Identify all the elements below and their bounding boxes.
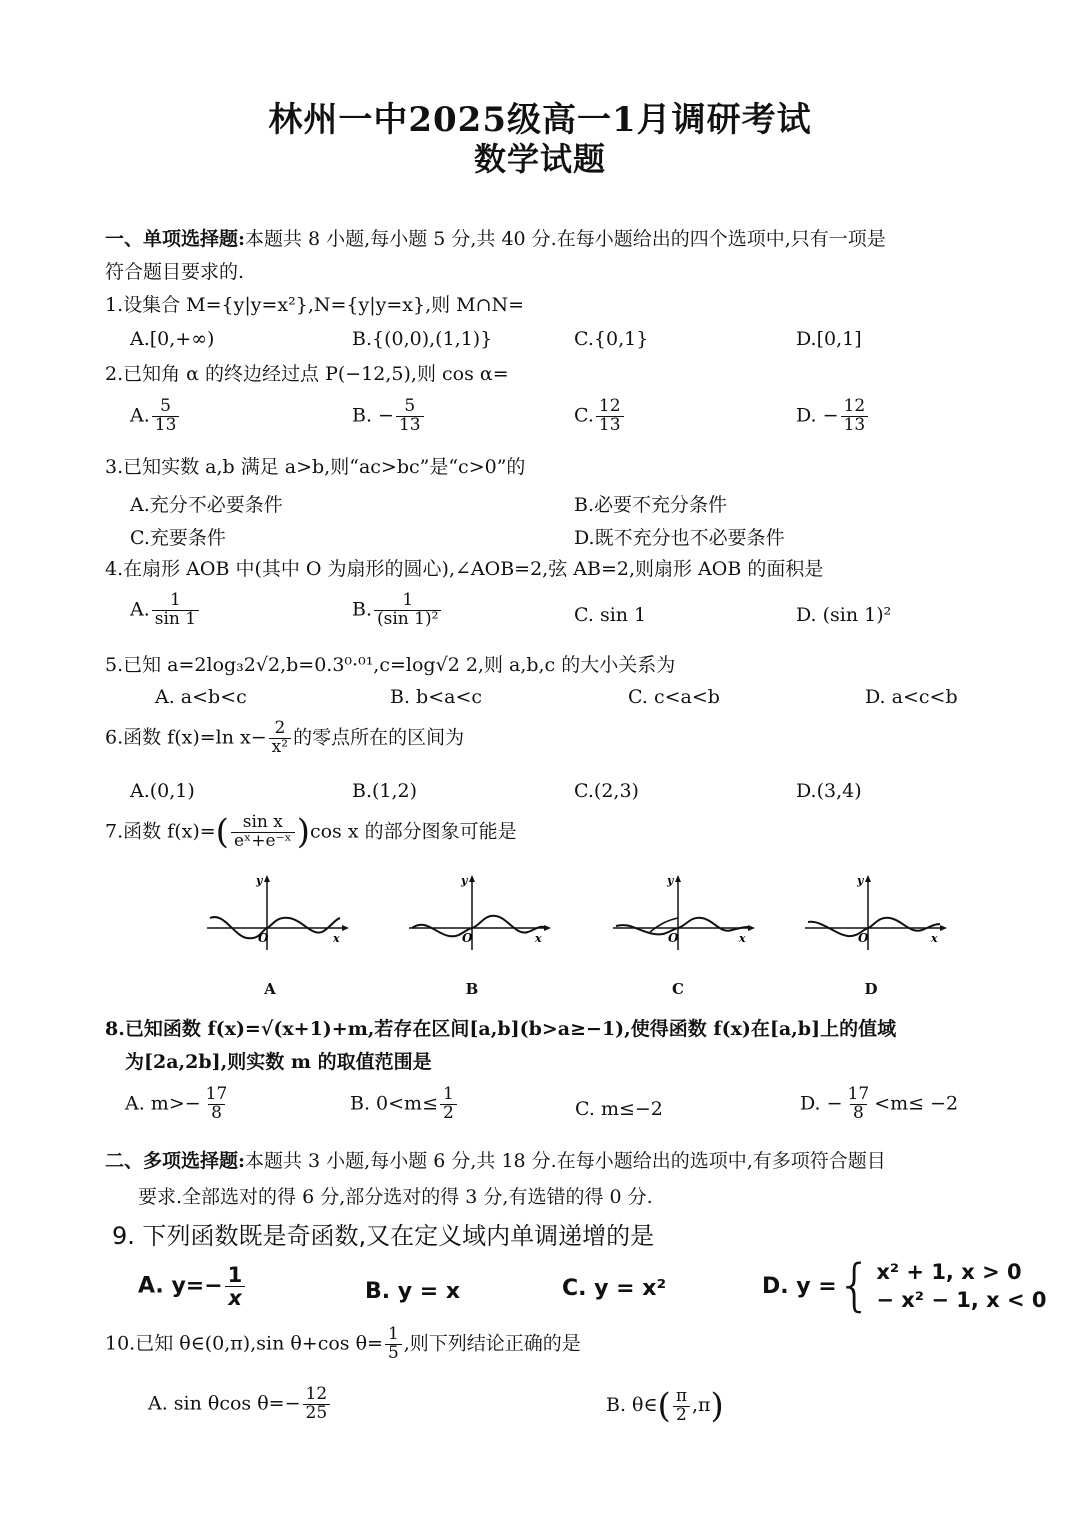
q10-b-label: B. θ∈ bbox=[606, 1394, 658, 1416]
y-arrow bbox=[264, 875, 270, 882]
q10-option-b bbox=[606, 1386, 724, 1426]
y-arrow bbox=[469, 875, 475, 882]
q8-b-den: 2 bbox=[440, 1104, 457, 1123]
q3-option-d: D.既不充分也不必要条件 bbox=[574, 527, 785, 549]
q10-stem-b: ,则下列结论正确的是 bbox=[403, 1332, 581, 1355]
q6-option-a: A.(0,1) bbox=[130, 780, 195, 802]
q6-option-d: D.(3,4) bbox=[796, 780, 862, 802]
q10-b-tail: ,π bbox=[692, 1394, 711, 1416]
q8-d-label: D. − bbox=[800, 1092, 843, 1115]
q4-option-d: D. (sin 1)² bbox=[796, 604, 892, 626]
q10-b-den: 2 bbox=[673, 1406, 690, 1425]
q7-stem-b: cos x 的部分图象可能是 bbox=[309, 820, 517, 843]
q7-graph-d bbox=[800, 872, 950, 952]
x-label: x bbox=[739, 932, 746, 945]
q2-d-den: 13 bbox=[841, 416, 869, 435]
q4-a-num: 1 bbox=[170, 590, 181, 610]
q2-b-den: 13 bbox=[396, 416, 424, 435]
q8-b-fraction bbox=[440, 1086, 457, 1123]
q4-stem: 4.在扇形 AOB 中(其中 O 为扇形的圆心),∠AOB=2,弦 AB=2,则扇形 AOB 的面积是 bbox=[105, 558, 824, 580]
q8-option-d bbox=[800, 1086, 958, 1123]
q6-fraction bbox=[269, 720, 291, 757]
q8-stem-line1: 8.已知函数 f(x)=√(x+1)+m,若存在区间[a,b](b>a≥−1),使得函数 f(x)在[a,b]上的值域 bbox=[105, 1018, 897, 1040]
q2-option-b bbox=[352, 398, 426, 435]
q4-a-label: A. bbox=[130, 598, 150, 621]
q8-option-c: C. m≤−2 bbox=[575, 1098, 663, 1120]
section2-desc2: 要求.全部选对的得 6 分,部分选对的得 3 分,有选错的得 0 分. bbox=[138, 1186, 653, 1208]
q8-b-num: 1 bbox=[443, 1084, 454, 1104]
q9-a-fraction bbox=[225, 1264, 246, 1309]
q2-c-label: C. bbox=[574, 404, 594, 427]
exam-subtitle: 数学试题 bbox=[473, 140, 606, 178]
q4-a-fraction bbox=[152, 592, 199, 629]
q1-stem: 1.设集合 M={y|y=x²},N={y|y=x},则 M∩N= bbox=[105, 294, 525, 316]
q9-option-a bbox=[138, 1264, 247, 1309]
q3-option-c: C.充要条件 bbox=[130, 527, 226, 549]
q2-b-num: 5 bbox=[404, 396, 416, 416]
origin-label: O bbox=[668, 931, 679, 945]
section2-desc1: 本题共 3 小题,每小题 6 分,共 18 分.在每小题给出的选项中,有多项符合题目 bbox=[245, 1150, 886, 1172]
q6-num: 2 bbox=[274, 718, 286, 738]
q2-a-den: 13 bbox=[152, 416, 180, 435]
x-arrow bbox=[940, 925, 947, 931]
q3-stem: 3.已知实数 a,b 满足 a>b,则“ac>bc”是“c>0”的 bbox=[105, 456, 526, 478]
curve bbox=[412, 916, 544, 937]
q10-option-a bbox=[148, 1386, 332, 1423]
q10-a-num: 12 bbox=[305, 1384, 328, 1404]
q7-num: sin x bbox=[242, 812, 283, 833]
q7-graph-c-label: C bbox=[672, 980, 684, 998]
q4-b-label: B. bbox=[352, 598, 373, 621]
q2-c-den: 13 bbox=[596, 416, 624, 435]
q7-fraction bbox=[231, 814, 295, 851]
origin-label: O bbox=[258, 931, 269, 945]
q2-stem: 2.已知角 α 的终边经过点 P(−12,5),则 cos α= bbox=[105, 363, 509, 385]
q10-a-label: A. sin θcos θ=− bbox=[148, 1392, 301, 1415]
exam-title: 林州一中2025级高一1月调研考试 bbox=[268, 100, 812, 140]
q10-a-fraction bbox=[303, 1386, 331, 1423]
q10-stem bbox=[105, 1326, 581, 1363]
q1-option-c: C.{0,1} bbox=[574, 328, 649, 350]
x-label: x bbox=[535, 932, 542, 945]
q2-option-c bbox=[574, 398, 626, 435]
q2-b-label: B. − bbox=[352, 404, 394, 427]
q7-graph-d-label: D bbox=[864, 980, 878, 998]
q5-option-b: B. b<a<c bbox=[390, 686, 483, 708]
q3-option-a: A.充分不必要条件 bbox=[130, 494, 283, 516]
q8-option-b bbox=[350, 1086, 459, 1123]
q10-fraction bbox=[385, 1326, 402, 1363]
q8-d-num: 17 bbox=[847, 1084, 870, 1104]
q9-d-case2: − x² − 1, x < 0 bbox=[876, 1288, 1047, 1313]
q9-option-c: C. y = x² bbox=[562, 1276, 667, 1301]
q2-option-d bbox=[796, 398, 870, 435]
q5-option-a: A. a<b<c bbox=[155, 686, 247, 708]
q2-c-num: 12 bbox=[598, 396, 621, 416]
x-arrow bbox=[748, 925, 755, 931]
q6-option-c: C.(2,3) bbox=[574, 780, 639, 802]
section2-intro bbox=[105, 1150, 886, 1173]
q9-a-label: A. y=− bbox=[138, 1273, 223, 1299]
q10-a-den: 25 bbox=[303, 1404, 331, 1423]
q9-d-cases bbox=[876, 1258, 1046, 1315]
x-arrow bbox=[544, 925, 551, 931]
q2-a-num: 5 bbox=[160, 396, 171, 416]
q9-d-brace: { bbox=[836, 1253, 873, 1319]
q8-a-den: 8 bbox=[208, 1104, 225, 1123]
q8-a-num: 17 bbox=[205, 1084, 228, 1104]
q2-c-fraction bbox=[596, 398, 624, 435]
q7-left-paren: ( bbox=[215, 812, 229, 852]
q1-option-a: A.[0,+∞) bbox=[130, 328, 215, 350]
q2-b-fraction bbox=[396, 398, 424, 435]
q7-graph-b bbox=[404, 872, 554, 952]
y-label: y bbox=[667, 874, 674, 887]
q9-stem: 9. 下列函数既是奇函数,又在定义域内单调递增的是 bbox=[112, 1222, 655, 1250]
q4-option-a bbox=[130, 592, 201, 629]
q9-a-num: 1 bbox=[227, 1263, 243, 1287]
q10-b-left-paren: ( bbox=[657, 1386, 671, 1426]
q8-d-den: 8 bbox=[850, 1104, 867, 1123]
q7-graph-b-label: B bbox=[465, 980, 479, 998]
curve bbox=[616, 918, 748, 935]
q10-stem-a: 10.已知 θ∈(0,π),sin θ+cos θ= bbox=[105, 1332, 383, 1355]
y-arrow bbox=[675, 875, 681, 882]
q2-option-a bbox=[130, 398, 181, 435]
q5-option-c: C. c<a<b bbox=[628, 686, 720, 708]
q6-stem bbox=[105, 720, 464, 757]
q8-a-fraction bbox=[203, 1086, 231, 1123]
q8-a-label: A. m>− bbox=[125, 1092, 201, 1115]
y-label: y bbox=[256, 874, 263, 887]
q5-option-d: D. a<c<b bbox=[865, 686, 958, 708]
q7-den: eˣ+e⁻ˣ bbox=[231, 832, 295, 851]
q4-option-b bbox=[352, 592, 443, 629]
y-label: y bbox=[857, 874, 864, 887]
q7-graph-a bbox=[202, 872, 352, 952]
section1-desc2: 符合题目要求的. bbox=[105, 261, 245, 283]
x-arrow bbox=[342, 925, 349, 931]
q9-option-b: B. y = x bbox=[365, 1279, 461, 1304]
q3-option-b: B.必要不充分条件 bbox=[574, 494, 728, 516]
q7-stem bbox=[105, 812, 517, 853]
q2-d-fraction bbox=[841, 398, 869, 435]
q6-stem-b: 的零点所在的区间为 bbox=[293, 726, 465, 749]
q4-b-num: 1 bbox=[402, 590, 414, 610]
q10-num: 1 bbox=[387, 1324, 399, 1344]
origin-label: O bbox=[858, 931, 869, 945]
q10-b-num: π bbox=[675, 1385, 687, 1406]
q9-d-label: D. y = bbox=[762, 1273, 837, 1299]
section1-heading: 一、单项选择题: bbox=[105, 228, 246, 250]
q4-a-den: sin 1 bbox=[152, 610, 199, 629]
q8-stem-line2: 为[2a,2b],则实数 m 的取值范围是 bbox=[125, 1051, 432, 1073]
q5-stem: 5.已知 a=2log₃2√2,b=0.3⁰·⁰¹,c=log√2 2,则 a,b,c 的大小关系为 bbox=[105, 654, 676, 676]
q6-den: x² bbox=[269, 738, 291, 757]
q1-option-d: D.[0,1] bbox=[796, 328, 862, 350]
q7-graph-c bbox=[608, 872, 758, 952]
q10-b-right-paren: ) bbox=[710, 1386, 724, 1426]
y-label: y bbox=[461, 874, 468, 887]
section2-heading: 二、多项选择题: bbox=[105, 1150, 246, 1172]
q8-b-label: B. 0<m≤ bbox=[350, 1092, 438, 1115]
q8-d-fraction bbox=[845, 1086, 873, 1123]
q7-stem-a: 7.函数 f(x)= bbox=[105, 820, 216, 843]
q9-option-d bbox=[762, 1253, 1047, 1319]
q9-a-den: x bbox=[225, 1286, 245, 1309]
q2-a-label: A. bbox=[130, 404, 150, 427]
section1-desc1: 本题共 8 小题,每小题 5 分,共 40 分.在每小题给出的四个选项中,只有一项是 bbox=[245, 228, 886, 250]
q2-a-fraction bbox=[152, 398, 180, 435]
q10-b-fraction bbox=[673, 1385, 690, 1425]
origin-label: O bbox=[462, 931, 473, 945]
section1-intro bbox=[105, 228, 886, 251]
q8-d-tail: <m≤ −2 bbox=[874, 1092, 959, 1115]
q6-stem-a: 6.函数 f(x)=ln x− bbox=[105, 726, 267, 749]
q7-right-paren: ) bbox=[296, 812, 310, 852]
q10-den: 5 bbox=[385, 1344, 402, 1363]
q9-d-case1: x² + 1, x > 0 bbox=[876, 1260, 1022, 1284]
x-label: x bbox=[333, 932, 340, 945]
x-label: x bbox=[931, 932, 938, 945]
q8-option-a bbox=[125, 1086, 232, 1123]
q6-option-b: B.(1,2) bbox=[352, 780, 418, 802]
q9-d-wrap bbox=[762, 1253, 1047, 1319]
curve bbox=[808, 918, 940, 936]
q4-b-den: (sin 1)² bbox=[374, 610, 441, 629]
q2-d-num: 12 bbox=[843, 396, 866, 416]
q4-option-c: C. sin 1 bbox=[574, 604, 647, 626]
q2-d-label: D. − bbox=[796, 404, 839, 427]
q7-graph-a-label: A bbox=[264, 980, 276, 998]
q4-b-fraction bbox=[374, 592, 441, 629]
y-arrow bbox=[865, 875, 871, 882]
q1-option-b: B.{(0,0),(1,1)} bbox=[352, 328, 493, 350]
